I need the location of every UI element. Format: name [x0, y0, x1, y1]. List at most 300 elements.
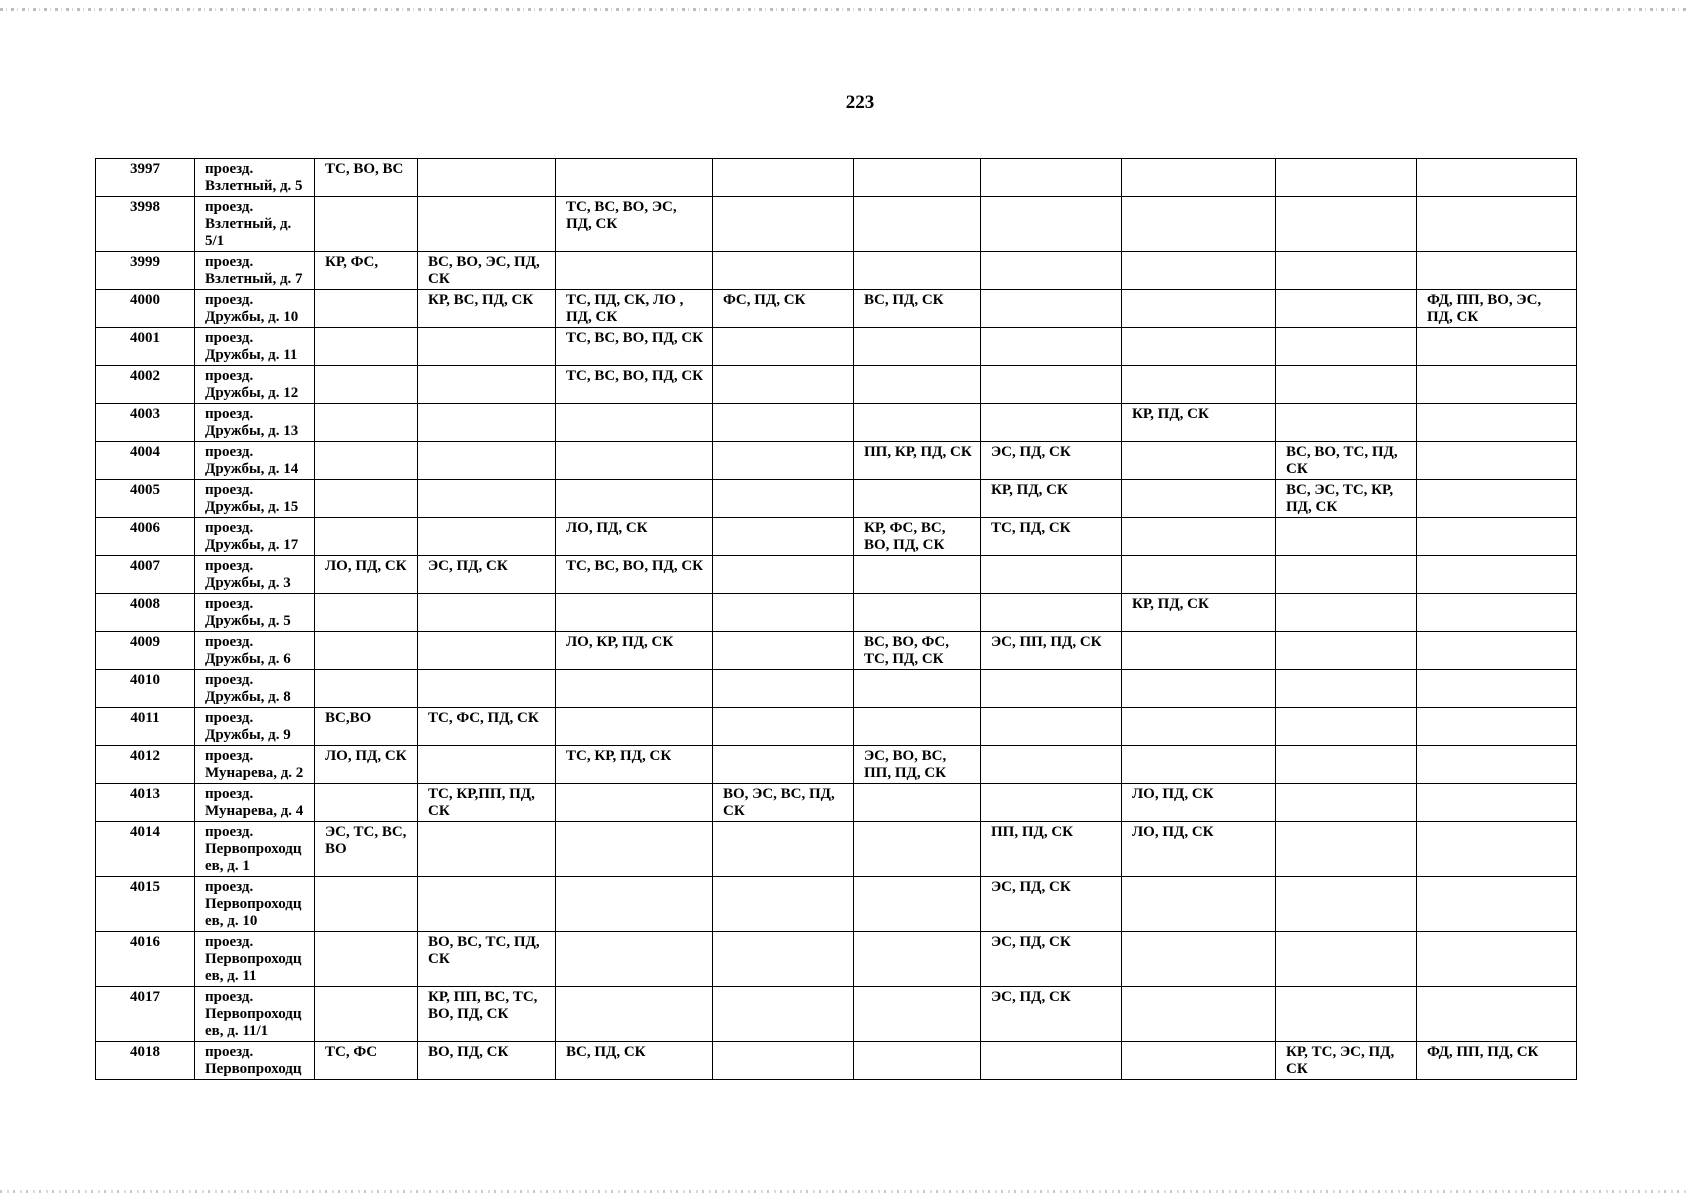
- service-cell: [1122, 746, 1276, 784]
- table-row: [96, 1042, 1577, 1080]
- service-cell: ТС, ПД, СК, ЛО , ПД, СК: [556, 290, 713, 328]
- service-cell: ПП, ПД, СК: [981, 822, 1122, 877]
- table-row: [96, 556, 1577, 594]
- service-cell: ЛО, ПД, СК: [315, 746, 418, 784]
- table-row: [96, 784, 1577, 822]
- service-cell: [1276, 784, 1417, 822]
- service-cell: [418, 822, 556, 877]
- service-cell: ЭС, ПП, ПД, СК: [981, 632, 1122, 670]
- service-cell: [854, 877, 981, 932]
- address-line: Первопроходц: [205, 951, 302, 967]
- service-cell: [713, 518, 854, 556]
- row-number-cell: 4004: [96, 442, 195, 480]
- service-cell: [556, 159, 713, 197]
- service-cell: ЛО, ПД, СК: [1122, 784, 1276, 822]
- service-cell: [315, 328, 418, 366]
- service-cell: [713, 877, 854, 932]
- service-cell: [981, 328, 1122, 366]
- address-line: Дружбы, д. 17: [205, 537, 299, 553]
- service-cell: [556, 708, 713, 746]
- address-line: Дружбы, д. 14: [205, 461, 299, 477]
- table-row: [96, 442, 1577, 480]
- service-cell: [713, 594, 854, 632]
- table-row: [96, 594, 1577, 632]
- scan-edge-top: [0, 8, 1686, 11]
- service-cell: ТС, КР, ПД, СК: [556, 746, 713, 784]
- service-cell: ФД, ПП, ПД, СК: [1417, 1042, 1577, 1080]
- service-cell: [854, 822, 981, 877]
- service-cell: ВС, ВО, ТС, ПД, СК: [1276, 442, 1417, 480]
- service-cell: [1122, 932, 1276, 987]
- service-cell: КР, ПД, СК: [1122, 404, 1276, 442]
- address-line: проезд.: [205, 672, 254, 688]
- service-cell: ВС, ВО, ФС, ТС, ПД, СК: [854, 632, 981, 670]
- service-cell: ЭС, ПД, СК: [981, 932, 1122, 987]
- table-row: [96, 159, 1577, 197]
- service-cell: [713, 159, 854, 197]
- address-line: проезд.: [205, 292, 254, 308]
- service-cell: [1122, 252, 1276, 290]
- row-number-cell: 4015: [96, 877, 195, 932]
- service-cell: ЛО, ПД, СК: [315, 556, 418, 594]
- service-cell: ТС, ВС, ВО, ПД, СК: [556, 366, 713, 404]
- row-number-cell: 4017: [96, 987, 195, 1042]
- service-cell: [315, 932, 418, 987]
- service-cell: [1122, 987, 1276, 1042]
- scan-edge-bottom: [0, 1190, 1686, 1193]
- service-cell: [854, 594, 981, 632]
- address-line: проезд.: [205, 406, 254, 422]
- address-line: 5/1: [205, 233, 225, 249]
- address-line: проезд.: [205, 368, 254, 384]
- address-line: Первопроходц: [205, 1061, 302, 1077]
- service-cell: [418, 442, 556, 480]
- address-cell: [195, 932, 315, 987]
- service-cell: ВО, ВС, ТС, ПД, СК: [418, 932, 556, 987]
- address-cell: [195, 290, 315, 328]
- service-cell: ЭС, ПД, СК: [981, 987, 1122, 1042]
- service-cell: [1276, 404, 1417, 442]
- service-cell: [418, 877, 556, 932]
- service-cell: [981, 708, 1122, 746]
- address-line: Дружбы, д. 8: [205, 689, 291, 705]
- service-cell: ТС, ПД, СК: [981, 518, 1122, 556]
- address-line: Дружбы, д. 5: [205, 613, 291, 629]
- service-cell: ВО, ЭС, ВС, ПД, СК: [713, 784, 854, 822]
- service-cell: [854, 670, 981, 708]
- address-line: проезд.: [205, 482, 254, 498]
- service-cell: ВС, ПД, СК: [556, 1042, 713, 1080]
- service-cell: [1122, 197, 1276, 252]
- address-line: Первопроходц: [205, 1006, 302, 1022]
- service-cell: [556, 442, 713, 480]
- service-cell: [1276, 252, 1417, 290]
- service-cell: [1122, 290, 1276, 328]
- service-cell: [1417, 252, 1577, 290]
- table-row: [96, 987, 1577, 1042]
- service-cell: [1417, 159, 1577, 197]
- row-number-cell: 4011: [96, 708, 195, 746]
- service-cell: КР, ВС, ПД, СК: [418, 290, 556, 328]
- service-cell: [315, 987, 418, 1042]
- row-number-cell: 4012: [96, 746, 195, 784]
- service-cell: [1122, 159, 1276, 197]
- address-cell: [195, 987, 315, 1042]
- address-cell: [195, 328, 315, 366]
- service-cell: [1122, 366, 1276, 404]
- service-cell: [315, 366, 418, 404]
- service-cell: ЭС, ПД, СК: [418, 556, 556, 594]
- registry-table: [95, 158, 1577, 1080]
- service-cell: [315, 632, 418, 670]
- service-cell: ТС, КР,ПП, ПД, СК: [418, 784, 556, 822]
- service-cell: [315, 480, 418, 518]
- service-cell: [1122, 708, 1276, 746]
- address-line: Дружбы, д. 3: [205, 575, 291, 591]
- service-cell: [713, 556, 854, 594]
- service-cell: ТС, ВС, ВО, ПД, СК: [556, 556, 713, 594]
- service-cell: [1417, 404, 1577, 442]
- row-number-cell: 4018: [96, 1042, 195, 1080]
- table-row: [96, 328, 1577, 366]
- service-cell: [1417, 822, 1577, 877]
- service-cell: [713, 932, 854, 987]
- service-cell: [1122, 480, 1276, 518]
- service-cell: КР, ПД, СК: [1122, 594, 1276, 632]
- service-cell: [1417, 877, 1577, 932]
- table-row: [96, 932, 1577, 987]
- address-line: проезд.: [205, 558, 254, 574]
- service-cell: [854, 784, 981, 822]
- address-line: проезд.: [205, 161, 254, 177]
- service-cell: [315, 670, 418, 708]
- table-row: [96, 670, 1577, 708]
- service-cell: [854, 252, 981, 290]
- service-cell: [1276, 932, 1417, 987]
- service-cell: [418, 197, 556, 252]
- address-line: проезд.: [205, 748, 254, 764]
- service-cell: [418, 632, 556, 670]
- row-number-cell: 4006: [96, 518, 195, 556]
- row-number-cell: 4001: [96, 328, 195, 366]
- service-cell: [981, 746, 1122, 784]
- service-cell: [1276, 518, 1417, 556]
- service-cell: [556, 784, 713, 822]
- address-line: проезд.: [205, 824, 254, 840]
- service-cell: [981, 159, 1122, 197]
- service-cell: [1417, 556, 1577, 594]
- address-cell: [195, 480, 315, 518]
- service-cell: ЛО, ПД, СК: [556, 518, 713, 556]
- service-cell: [556, 594, 713, 632]
- service-cell: [713, 480, 854, 518]
- service-cell: [713, 746, 854, 784]
- table-row: [96, 632, 1577, 670]
- service-cell: [1417, 442, 1577, 480]
- address-cell: [195, 518, 315, 556]
- service-cell: [713, 328, 854, 366]
- address-cell: [195, 877, 315, 932]
- service-cell: [1276, 556, 1417, 594]
- address-line: проезд.: [205, 934, 254, 950]
- service-cell: [1276, 670, 1417, 708]
- service-cell: [1276, 877, 1417, 932]
- service-cell: [418, 366, 556, 404]
- address-line: Дружбы, д. 9: [205, 727, 291, 743]
- service-cell: [981, 556, 1122, 594]
- service-cell: [418, 670, 556, 708]
- service-cell: ТС, ВО, ВС: [315, 159, 418, 197]
- service-cell: [315, 442, 418, 480]
- service-cell: [1122, 518, 1276, 556]
- service-cell: [981, 1042, 1122, 1080]
- service-cell: [854, 480, 981, 518]
- service-cell: [713, 822, 854, 877]
- address-cell: [195, 442, 315, 480]
- service-cell: КР, ТС, ЭС, ПД, СК: [1276, 1042, 1417, 1080]
- address-line: проезд.: [205, 634, 254, 650]
- address-line: проезд.: [205, 1044, 254, 1060]
- service-cell: [315, 784, 418, 822]
- service-cell: [713, 708, 854, 746]
- table-row: [96, 480, 1577, 518]
- address-line: Мунарева, д. 4: [205, 803, 304, 819]
- address-cell: [195, 556, 315, 594]
- service-cell: [713, 1042, 854, 1080]
- service-cell: КР, ФС,: [315, 252, 418, 290]
- service-cell: [1417, 480, 1577, 518]
- service-cell: [713, 197, 854, 252]
- service-cell: [713, 252, 854, 290]
- service-cell: [981, 594, 1122, 632]
- row-number-cell: 4007: [96, 556, 195, 594]
- service-cell: [854, 159, 981, 197]
- service-cell: [1122, 670, 1276, 708]
- page-number: 223: [845, 92, 875, 113]
- service-cell: [713, 442, 854, 480]
- service-cell: [713, 987, 854, 1042]
- service-cell: [1276, 746, 1417, 784]
- address-line: Дружбы, д. 6: [205, 651, 291, 667]
- service-cell: [556, 404, 713, 442]
- service-cell: [418, 594, 556, 632]
- row-number-cell: 4009: [96, 632, 195, 670]
- table-row: [96, 290, 1577, 328]
- service-cell: [418, 746, 556, 784]
- address-line: ев, д. 1: [205, 858, 250, 874]
- service-cell: [981, 197, 1122, 252]
- service-cell: [556, 987, 713, 1042]
- address-line: ев, д. 11: [205, 968, 257, 984]
- address-line: проезд.: [205, 444, 254, 460]
- service-cell: [1276, 290, 1417, 328]
- service-cell: [981, 784, 1122, 822]
- service-cell: [418, 404, 556, 442]
- table-row: [96, 708, 1577, 746]
- table-row: [96, 252, 1577, 290]
- service-cell: КР, ПП, ВС, ТС, ВО, ПД, СК: [418, 987, 556, 1042]
- service-cell: [713, 670, 854, 708]
- service-cell: [1122, 632, 1276, 670]
- address-line: проезд.: [205, 199, 254, 215]
- table-row: [96, 404, 1577, 442]
- service-cell: [981, 670, 1122, 708]
- address-line: Дружбы, д. 13: [205, 423, 299, 439]
- service-cell: ВС, ПД, СК: [854, 290, 981, 328]
- service-cell: [1276, 328, 1417, 366]
- service-cell: [854, 556, 981, 594]
- table-row: [96, 197, 1577, 252]
- address-line: Первопроходц: [205, 841, 302, 857]
- row-number-cell: 4005: [96, 480, 195, 518]
- service-cell: [854, 328, 981, 366]
- service-cell: ЭС, ВО, ВС, ПП, ПД, СК: [854, 746, 981, 784]
- service-cell: ВО, ПД, СК: [418, 1042, 556, 1080]
- service-cell: ВС,ВО: [315, 708, 418, 746]
- address-cell: [195, 784, 315, 822]
- address-line: проезд.: [205, 520, 254, 536]
- row-number-cell: 3997: [96, 159, 195, 197]
- address-cell: [195, 1042, 315, 1080]
- service-cell: [1276, 822, 1417, 877]
- service-cell: [981, 366, 1122, 404]
- service-cell: [315, 197, 418, 252]
- service-cell: [315, 518, 418, 556]
- service-cell: [1276, 708, 1417, 746]
- service-cell: [418, 159, 556, 197]
- service-cell: [1122, 556, 1276, 594]
- service-cell: [556, 822, 713, 877]
- service-cell: [854, 366, 981, 404]
- address-cell: [195, 366, 315, 404]
- address-line: Дружбы, д. 10: [205, 309, 299, 325]
- service-cell: [1417, 366, 1577, 404]
- service-cell: [1276, 632, 1417, 670]
- address-cell: [195, 252, 315, 290]
- service-cell: [713, 404, 854, 442]
- address-line: Дружбы, д. 15: [205, 499, 299, 515]
- service-cell: [1122, 442, 1276, 480]
- service-cell: [1417, 632, 1577, 670]
- service-cell: [1276, 366, 1417, 404]
- address-cell: [195, 159, 315, 197]
- row-number-cell: 4008: [96, 594, 195, 632]
- service-cell: [1417, 746, 1577, 784]
- service-cell: [556, 877, 713, 932]
- address-cell: [195, 822, 315, 877]
- table-row: [96, 822, 1577, 877]
- service-cell: [1417, 708, 1577, 746]
- service-cell: [1122, 1042, 1276, 1080]
- service-cell: [1276, 197, 1417, 252]
- row-number-cell: 3998: [96, 197, 195, 252]
- address-cell: [195, 632, 315, 670]
- table-row: [96, 877, 1577, 932]
- service-cell: [981, 252, 1122, 290]
- service-cell: ТС, ВС, ВО, ПД, СК: [556, 328, 713, 366]
- service-cell: [315, 404, 418, 442]
- row-number-cell: 3999: [96, 252, 195, 290]
- address-line: Мунарева, д. 2: [205, 765, 304, 781]
- service-cell: [1417, 987, 1577, 1042]
- address-line: проезд.: [205, 786, 254, 802]
- address-line: Дружбы, д. 12: [205, 385, 299, 401]
- service-cell: [315, 877, 418, 932]
- address-line: Взлетный, д. 5: [205, 178, 303, 194]
- row-number-cell: 4000: [96, 290, 195, 328]
- service-cell: [1417, 670, 1577, 708]
- service-cell: [1276, 159, 1417, 197]
- address-cell: [195, 746, 315, 784]
- row-number-cell: 4002: [96, 366, 195, 404]
- address-line: Взлетный, д. 7: [205, 271, 303, 287]
- registry-body: [96, 159, 1577, 1080]
- service-cell: [713, 632, 854, 670]
- service-cell: [854, 708, 981, 746]
- address-line: ев, д. 10: [205, 913, 258, 929]
- service-cell: [1417, 328, 1577, 366]
- service-cell: ЭС, ПД, СК: [981, 877, 1122, 932]
- service-cell: КР, ФС, ВС, ВО, ПД, СК: [854, 518, 981, 556]
- service-cell: [418, 518, 556, 556]
- address-cell: [195, 404, 315, 442]
- service-cell: ПП, КР, ПД, СК: [854, 442, 981, 480]
- service-cell: ВС, ВО, ЭС, ПД, СК: [418, 252, 556, 290]
- service-cell: ФС, ПД, СК: [713, 290, 854, 328]
- service-cell: [556, 480, 713, 518]
- service-cell: ФД, ПП, ВО, ЭС, ПД, СК: [1417, 290, 1577, 328]
- service-cell: [854, 197, 981, 252]
- table-row: [96, 366, 1577, 404]
- address-cell: [195, 670, 315, 708]
- address-line: проезд.: [205, 989, 254, 1005]
- service-cell: [556, 252, 713, 290]
- row-number-cell: 4014: [96, 822, 195, 877]
- service-cell: [981, 404, 1122, 442]
- address-line: ев, д. 11/1: [205, 1023, 269, 1039]
- address-cell: [195, 708, 315, 746]
- service-cell: [556, 932, 713, 987]
- address-line: проезд.: [205, 596, 254, 612]
- service-cell: КР, ПД, СК: [981, 480, 1122, 518]
- row-number-cell: 4013: [96, 784, 195, 822]
- service-cell: [418, 328, 556, 366]
- address-line: Дружбы, д. 11: [205, 347, 298, 363]
- service-cell: ТС, ФС, ПД, СК: [418, 708, 556, 746]
- service-cell: ТС, ФС: [315, 1042, 418, 1080]
- service-cell: [1417, 197, 1577, 252]
- service-cell: [713, 366, 854, 404]
- table-row: [96, 518, 1577, 556]
- service-cell: [1122, 328, 1276, 366]
- service-cell: [315, 594, 418, 632]
- address-cell: [195, 594, 315, 632]
- service-cell: [1417, 932, 1577, 987]
- service-cell: [1276, 987, 1417, 1042]
- service-cell: [1122, 877, 1276, 932]
- service-cell: ТС, ВС, ВО, ЭС, ПД, СК: [556, 197, 713, 252]
- service-cell: [1417, 784, 1577, 822]
- service-cell: [854, 404, 981, 442]
- service-cell: [981, 290, 1122, 328]
- service-cell: [854, 1042, 981, 1080]
- address-line: проезд.: [205, 330, 254, 346]
- service-cell: [418, 480, 556, 518]
- address-line: Взлетный, д.: [205, 216, 292, 232]
- row-number-cell: 4016: [96, 932, 195, 987]
- service-cell: [1276, 594, 1417, 632]
- row-number-cell: 4010: [96, 670, 195, 708]
